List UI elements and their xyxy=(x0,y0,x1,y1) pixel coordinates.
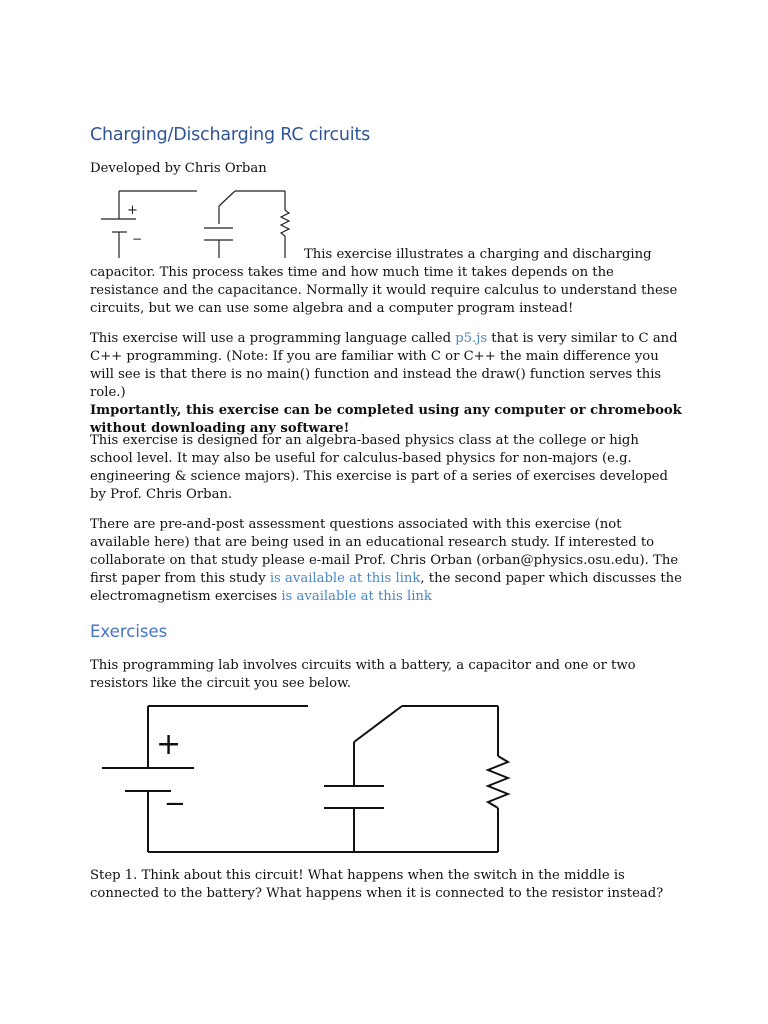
audience-paragraph: This exercise is designed for an algebra-based physics class at the college or high school level. It may also be useful for calculus-based physics for non-majors (e.g. engineering & science majors). This exercise is part of a series of exercises developed by Prof. Chris Orban. xyxy=(90,433,668,502)
page-title: Charging/Discharging RC circuits xyxy=(90,125,371,145)
small-plus-symbol: + xyxy=(127,203,138,218)
big-plus-symbol: + xyxy=(156,727,182,762)
small-minus-symbol: − xyxy=(132,232,143,246)
step-1-paragraph: Step 1. Think about this circuit! What happens when the switch in the middle is connected to the battery? What happens when it is connected to the resistor instead? xyxy=(90,868,664,901)
no-download-notice: Importantly, this exercise can be completed using any computer or chromebook without downloading any software! xyxy=(90,403,682,436)
p5js-link[interactable]: p5.js xyxy=(455,331,488,346)
first-paper-link[interactable]: is available at this link xyxy=(269,571,421,586)
second-paper-link[interactable]: is available at this link xyxy=(281,589,432,604)
author-byline: Developed by Chris Orban xyxy=(90,161,267,176)
small-resistor-zigzag xyxy=(281,210,289,236)
p5js-text-after: that is very similar to C and C++ programming. (Note: If you are familiar with C or C++ the main difference you will see is that there is no main() function and instead the draw() function serves this role.) xyxy=(90,331,678,400)
p5js-text-before: This exercise will use a programming language called xyxy=(90,331,456,346)
exercises-intro-paragraph: This programming lab involves circuits with a battery, a capacitor and one or two resistors like the circuit you see below. xyxy=(90,658,636,691)
big-minus-symbol: − xyxy=(164,789,186,819)
assessment-text-2: , the second paper which discusses the electromagnetism exercises xyxy=(90,571,682,604)
assessment-text-1: There are pre-and-post assessment questions associated with this exercise (not available here) that are being used in an educational research study. If interested to collaborate on that study please e-mail Prof. Chris Orban (orban@physics.osu.edu). The first paper from this study xyxy=(90,517,679,586)
exercises-heading: Exercises xyxy=(90,622,168,641)
small-switch-arm xyxy=(219,191,235,206)
p5js-paragraph xyxy=(90,330,682,438)
big-circuit-diagram xyxy=(100,700,520,860)
assessment-paragraph xyxy=(90,516,682,606)
intro-paragraph: This exercise illustrates a charging and discharging capacitor. This process takes time and how much time it takes depends on the resistance and the capacitance. Normally it would require calculus to understand these circuits, but we can use some algebra and a computer program instead! xyxy=(90,247,678,316)
big-switch-arm xyxy=(354,706,402,742)
big-resistor-zigzag xyxy=(488,756,508,808)
